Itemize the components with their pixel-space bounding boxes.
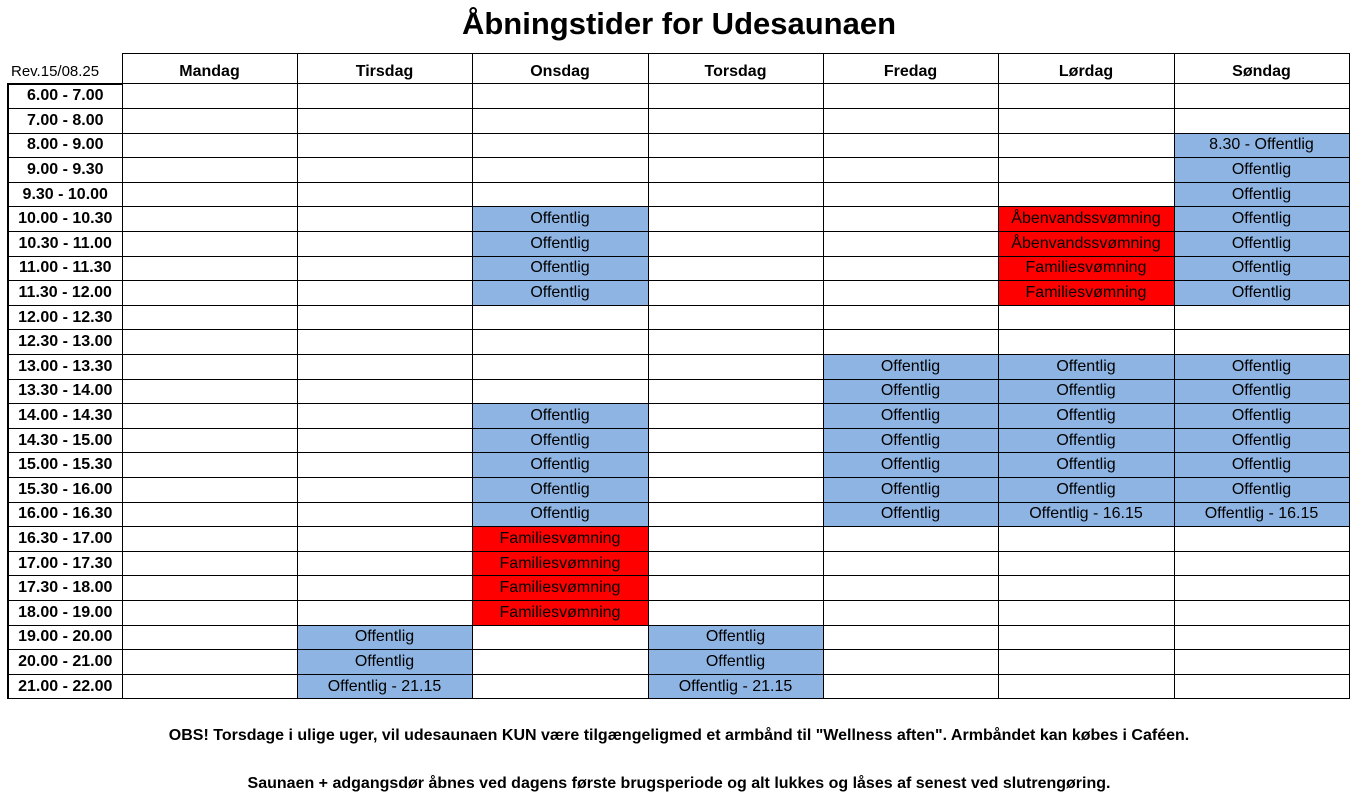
slot-cell-lordag: [998, 305, 1174, 330]
page-title: Åbningstider for Udesaunaen: [461, 6, 897, 41]
slot-cell-onsdag: [472, 650, 648, 675]
slot-cell-tirsdag: [297, 600, 472, 625]
day-header-mandag: Mandag: [122, 54, 297, 84]
slot-cell-fredag: Offentlig: [823, 355, 998, 380]
time-slot-label: 6.00 - 7.00: [8, 84, 122, 109]
slot-cell-tirsdag: [297, 281, 472, 306]
schedule-row: [8, 551, 1349, 576]
slot-cell-tirsdag: [297, 502, 472, 527]
slot-cell-onsdag: Familiesvømning: [472, 551, 648, 576]
schedule-body: [8, 84, 1349, 699]
slot-cell-tirsdag: [297, 109, 472, 134]
slot-cell-tirsdag: [297, 428, 472, 453]
slot-cell-fredag: [823, 281, 998, 306]
schedule-row: [8, 305, 1349, 330]
slot-cell-onsdag: Offentlig: [472, 404, 648, 429]
time-slot-label: 14.00 - 14.30: [8, 404, 122, 429]
slot-cell-lordag: Åbenvandssvømning: [998, 207, 1174, 232]
slot-cell-torsdag: [648, 256, 823, 281]
slot-cell-lordag: Offentlig: [998, 453, 1174, 478]
slot-cell-onsdag: [472, 625, 648, 650]
time-slot-label: 11.30 - 12.00: [8, 281, 122, 306]
slot-cell-fredag: [823, 109, 998, 134]
slot-cell-torsdag: Offentlig - 21.15: [648, 674, 823, 699]
slot-cell-sondag: Offentlig: [1174, 182, 1349, 207]
slot-cell-mandag: [122, 281, 297, 306]
slot-cell-tirsdag: Offentlig: [297, 650, 472, 675]
time-slot-label: 15.30 - 16.00: [8, 478, 122, 503]
slot-cell-fredag: [823, 625, 998, 650]
time-slot-label: 9.30 - 10.00: [8, 182, 122, 207]
slot-cell-lordag: Offentlig: [998, 355, 1174, 380]
slot-cell-fredag: [823, 158, 998, 183]
slot-cell-tirsdag: [297, 232, 472, 257]
slot-cell-mandag: [122, 109, 297, 134]
slot-cell-onsdag: [472, 355, 648, 380]
slot-cell-sondag: [1174, 109, 1349, 134]
slot-cell-onsdag: Offentlig: [472, 256, 648, 281]
slot-cell-tirsdag: [297, 576, 472, 601]
slot-cell-onsdag: Offentlig: [472, 502, 648, 527]
schedule-row: [8, 256, 1349, 281]
schedule-row: [8, 158, 1349, 183]
slot-cell-mandag: [122, 551, 297, 576]
time-slot-label: 18.00 - 19.00: [8, 600, 122, 625]
slot-cell-sondag: [1174, 625, 1349, 650]
slot-cell-fredag: [823, 576, 998, 601]
slot-cell-sondag: [1174, 650, 1349, 675]
slot-cell-sondag: [1174, 305, 1349, 330]
slot-cell-torsdag: [648, 305, 823, 330]
slot-cell-torsdag: [648, 600, 823, 625]
schedule-row: [8, 600, 1349, 625]
day-header-torsdag: Torsdag: [648, 54, 823, 84]
schedule-row: [8, 478, 1349, 503]
slot-cell-onsdag: Familiesvømning: [472, 527, 648, 552]
day-header-fredag: Fredag: [823, 54, 998, 84]
schedule-row: [8, 84, 1349, 109]
schedule-row: [8, 330, 1349, 355]
slot-cell-lordag: Familiesvømning: [998, 281, 1174, 306]
slot-cell-onsdag: [472, 305, 648, 330]
slot-cell-mandag: [122, 600, 297, 625]
slot-cell-fredag: [823, 330, 998, 355]
slot-cell-torsdag: [648, 527, 823, 552]
slot-cell-fredag: [823, 650, 998, 675]
slot-cell-torsdag: [648, 576, 823, 601]
time-slot-label: 17.00 - 17.30: [8, 551, 122, 576]
slot-cell-onsdag: Offentlig: [472, 478, 648, 503]
slot-cell-mandag: [122, 133, 297, 158]
slot-cell-lordag: [998, 674, 1174, 699]
slot-cell-lordag: Offentlig: [998, 428, 1174, 453]
slot-cell-tirsdag: Offentlig - 21.15: [297, 674, 472, 699]
slot-cell-lordag: Offentlig: [998, 379, 1174, 404]
slot-cell-sondag: [1174, 576, 1349, 601]
schedule-row: [8, 355, 1349, 380]
note-opening: Saunaen + adgangsdør åbnes ved dagens første brugsperiode og alt lukkes og låses af senest ved slutrengøring.: [247, 775, 1111, 792]
slot-cell-lordag: [998, 84, 1174, 109]
slot-cell-sondag: Offentlig: [1174, 207, 1349, 232]
slot-cell-fredag: [823, 551, 998, 576]
day-header-sondag: Søndag: [1174, 54, 1349, 84]
slot-cell-fredag: [823, 256, 998, 281]
slot-cell-lordag: [998, 576, 1174, 601]
slot-cell-torsdag: [648, 133, 823, 158]
slot-cell-mandag: [122, 527, 297, 552]
slot-cell-mandag: [122, 232, 297, 257]
time-slot-label: 19.00 - 20.00: [8, 625, 122, 650]
time-slot-label: 11.00 - 11.30: [8, 256, 122, 281]
slot-cell-torsdag: [648, 158, 823, 183]
slot-cell-lordag: [998, 109, 1174, 134]
slot-cell-torsdag: [648, 478, 823, 503]
slot-cell-torsdag: Offentlig: [648, 625, 823, 650]
slot-cell-lordag: [998, 650, 1174, 675]
slot-cell-mandag: [122, 428, 297, 453]
time-slot-label: 8.00 - 9.00: [8, 133, 122, 158]
slot-cell-onsdag: [472, 109, 648, 134]
slot-cell-tirsdag: [297, 305, 472, 330]
slot-cell-mandag: [122, 355, 297, 380]
slot-cell-sondag: Offentlig: [1174, 404, 1349, 429]
slot-cell-torsdag: [648, 182, 823, 207]
slot-cell-tirsdag: [297, 158, 472, 183]
schedule-row: [8, 379, 1349, 404]
schedule-row: [8, 674, 1349, 699]
slot-cell-lordag: [998, 527, 1174, 552]
schedule-row: [8, 207, 1349, 232]
schedule-row: [8, 182, 1349, 207]
slot-cell-lordag: [998, 551, 1174, 576]
time-slot-label: 12.30 - 13.00: [8, 330, 122, 355]
slot-cell-fredag: [823, 674, 998, 699]
time-slot-label: 16.00 - 16.30: [8, 502, 122, 527]
slot-cell-lordag: [998, 133, 1174, 158]
slot-cell-sondag: Offentlig: [1174, 355, 1349, 380]
slot-cell-mandag: [122, 404, 297, 429]
slot-cell-torsdag: [648, 379, 823, 404]
time-slot-label: 12.00 - 12.30: [8, 305, 122, 330]
slot-cell-tirsdag: [297, 527, 472, 552]
slot-cell-sondag: Offentlig: [1174, 478, 1349, 503]
slot-cell-torsdag: [648, 355, 823, 380]
slot-cell-mandag: [122, 502, 297, 527]
slot-cell-lordag: [998, 158, 1174, 183]
slot-cell-mandag: [122, 330, 297, 355]
schedule-row: [8, 109, 1349, 134]
day-header-tirsdag: Tirsdag: [297, 54, 472, 84]
slot-cell-torsdag: Offentlig: [648, 650, 823, 675]
slot-cell-sondag: Offentlig: [1174, 158, 1349, 183]
slot-cell-fredag: [823, 182, 998, 207]
time-slot-label: 7.00 - 8.00: [8, 109, 122, 134]
time-slot-label: 10.00 - 10.30: [8, 207, 122, 232]
slot-cell-mandag: [122, 453, 297, 478]
time-slot-label: 9.00 - 9.30: [8, 158, 122, 183]
day-header-onsdag: Onsdag: [472, 54, 648, 84]
header-row: [8, 54, 1349, 84]
slot-cell-tirsdag: [297, 453, 472, 478]
slot-cell-mandag: [122, 182, 297, 207]
slot-cell-fredag: [823, 84, 998, 109]
schedule-row: [8, 232, 1349, 257]
time-slot-label: 13.30 - 14.00: [8, 379, 122, 404]
slot-cell-tirsdag: [297, 379, 472, 404]
slot-cell-torsdag: [648, 551, 823, 576]
slot-cell-onsdag: [472, 330, 648, 355]
slot-cell-mandag: [122, 625, 297, 650]
slot-cell-lordag: [998, 182, 1174, 207]
time-slot-label: 17.30 - 18.00: [8, 576, 122, 601]
slot-cell-sondag: [1174, 527, 1349, 552]
slot-cell-fredag: [823, 527, 998, 552]
slot-cell-onsdag: Familiesvømning: [472, 576, 648, 601]
time-slot-label: 16.30 - 17.00: [8, 527, 122, 552]
slot-cell-mandag: [122, 84, 297, 109]
slot-cell-lordag: [998, 600, 1174, 625]
slot-cell-sondag: Offentlig: [1174, 256, 1349, 281]
slot-cell-onsdag: [472, 133, 648, 158]
slot-cell-lordag: Åbenvandssvømning: [998, 232, 1174, 257]
slot-cell-sondag: Offentlig: [1174, 379, 1349, 404]
slot-cell-mandag: [122, 650, 297, 675]
slot-cell-torsdag: [648, 84, 823, 109]
slot-cell-fredag: Offentlig: [823, 404, 998, 429]
slot-cell-sondag: 8.30 - Offentlig: [1174, 133, 1349, 158]
slot-cell-fredag: [823, 133, 998, 158]
slot-cell-sondag: Offentlig - 16.15: [1174, 502, 1349, 527]
slot-cell-onsdag: Offentlig: [472, 453, 648, 478]
slot-cell-mandag: [122, 207, 297, 232]
slot-cell-fredag: Offentlig: [823, 502, 998, 527]
slot-cell-tirsdag: [297, 404, 472, 429]
slot-cell-lordag: [998, 330, 1174, 355]
revision-label: Rev.15/08.25: [8, 54, 122, 84]
slot-cell-onsdag: [472, 379, 648, 404]
slot-cell-sondag: [1174, 674, 1349, 699]
slot-cell-torsdag: [648, 404, 823, 429]
slot-cell-tirsdag: [297, 207, 472, 232]
slot-cell-mandag: [122, 256, 297, 281]
slot-cell-onsdag: Familiesvømning: [472, 600, 648, 625]
schedule-row: [8, 527, 1349, 552]
note-thursday: OBS! Torsdage i ulige uger, vil udesaunaen KUN være tilgængeligmed et armbånd til "Wellness aften". Armbåndet kan købes i Caféen.: [168, 727, 1190, 744]
slot-cell-fredag: Offentlig: [823, 428, 998, 453]
schedule-row: [8, 502, 1349, 527]
slot-cell-sondag: [1174, 600, 1349, 625]
schedule-row: [8, 650, 1349, 675]
slot-cell-fredag: [823, 232, 998, 257]
slot-cell-onsdag: Offentlig: [472, 207, 648, 232]
slot-cell-sondag: Offentlig: [1174, 453, 1349, 478]
schedule-row: [8, 133, 1349, 158]
time-slot-label: 21.00 - 22.00: [8, 674, 122, 699]
slot-cell-fredag: [823, 207, 998, 232]
slot-cell-mandag: [122, 305, 297, 330]
slot-cell-sondag: Offentlig: [1174, 428, 1349, 453]
slot-cell-mandag: [122, 576, 297, 601]
slot-cell-lordag: Offentlig: [998, 478, 1174, 503]
schedule-row: [8, 428, 1349, 453]
slot-cell-onsdag: [472, 182, 648, 207]
slot-cell-sondag: [1174, 551, 1349, 576]
slot-cell-tirsdag: [297, 355, 472, 380]
slot-cell-sondag: [1174, 330, 1349, 355]
time-slot-label: 15.00 - 15.30: [8, 453, 122, 478]
slot-cell-sondag: Offentlig: [1174, 281, 1349, 306]
slot-cell-torsdag: [648, 207, 823, 232]
slot-cell-tirsdag: [297, 330, 472, 355]
slot-cell-mandag: [122, 674, 297, 699]
slot-cell-torsdag: [648, 330, 823, 355]
slot-cell-onsdag: [472, 674, 648, 699]
slot-cell-torsdag: [648, 109, 823, 134]
schedule-row: [8, 404, 1349, 429]
schedule-row: [8, 576, 1349, 601]
slot-cell-onsdag: [472, 84, 648, 109]
slot-cell-lordag: Familiesvømning: [998, 256, 1174, 281]
slot-cell-tirsdag: [297, 84, 472, 109]
slot-cell-lordag: Offentlig - 16.15: [998, 502, 1174, 527]
slot-cell-torsdag: [648, 453, 823, 478]
schedule-row: [8, 453, 1349, 478]
slot-cell-fredag: Offentlig: [823, 478, 998, 503]
schedule-row: [8, 281, 1349, 306]
slot-cell-tirsdag: [297, 182, 472, 207]
slot-cell-sondag: Offentlig: [1174, 232, 1349, 257]
slot-cell-onsdag: Offentlig: [472, 232, 648, 257]
slot-cell-mandag: [122, 478, 297, 503]
time-slot-label: 13.00 - 13.30: [8, 355, 122, 380]
time-slot-label: 20.00 - 21.00: [8, 650, 122, 675]
slot-cell-torsdag: [648, 232, 823, 257]
schedule-table: [7, 53, 1350, 699]
slot-cell-fredag: Offentlig: [823, 379, 998, 404]
slot-cell-mandag: [122, 379, 297, 404]
slot-cell-tirsdag: [297, 551, 472, 576]
slot-cell-tirsdag: [297, 478, 472, 503]
schedule-row: [8, 625, 1349, 650]
time-slot-label: 14.30 - 15.00: [8, 428, 122, 453]
time-slot-label: 10.30 - 11.00: [8, 232, 122, 257]
slot-cell-tirsdag: Offentlig: [297, 625, 472, 650]
slot-cell-onsdag: [472, 158, 648, 183]
slot-cell-torsdag: [648, 281, 823, 306]
slot-cell-sondag: [1174, 84, 1349, 109]
slot-cell-torsdag: [648, 502, 823, 527]
slot-cell-torsdag: [648, 428, 823, 453]
slot-cell-fredag: [823, 600, 998, 625]
day-header-lordag: Lørdag: [998, 54, 1174, 84]
slot-cell-onsdag: Offentlig: [472, 281, 648, 306]
slot-cell-fredag: [823, 305, 998, 330]
slot-cell-tirsdag: [297, 256, 472, 281]
slot-cell-mandag: [122, 158, 297, 183]
slot-cell-fredag: Offentlig: [823, 453, 998, 478]
slot-cell-lordag: Offentlig: [998, 404, 1174, 429]
slot-cell-onsdag: Offentlig: [472, 428, 648, 453]
slot-cell-tirsdag: [297, 133, 472, 158]
slot-cell-lordag: [998, 625, 1174, 650]
